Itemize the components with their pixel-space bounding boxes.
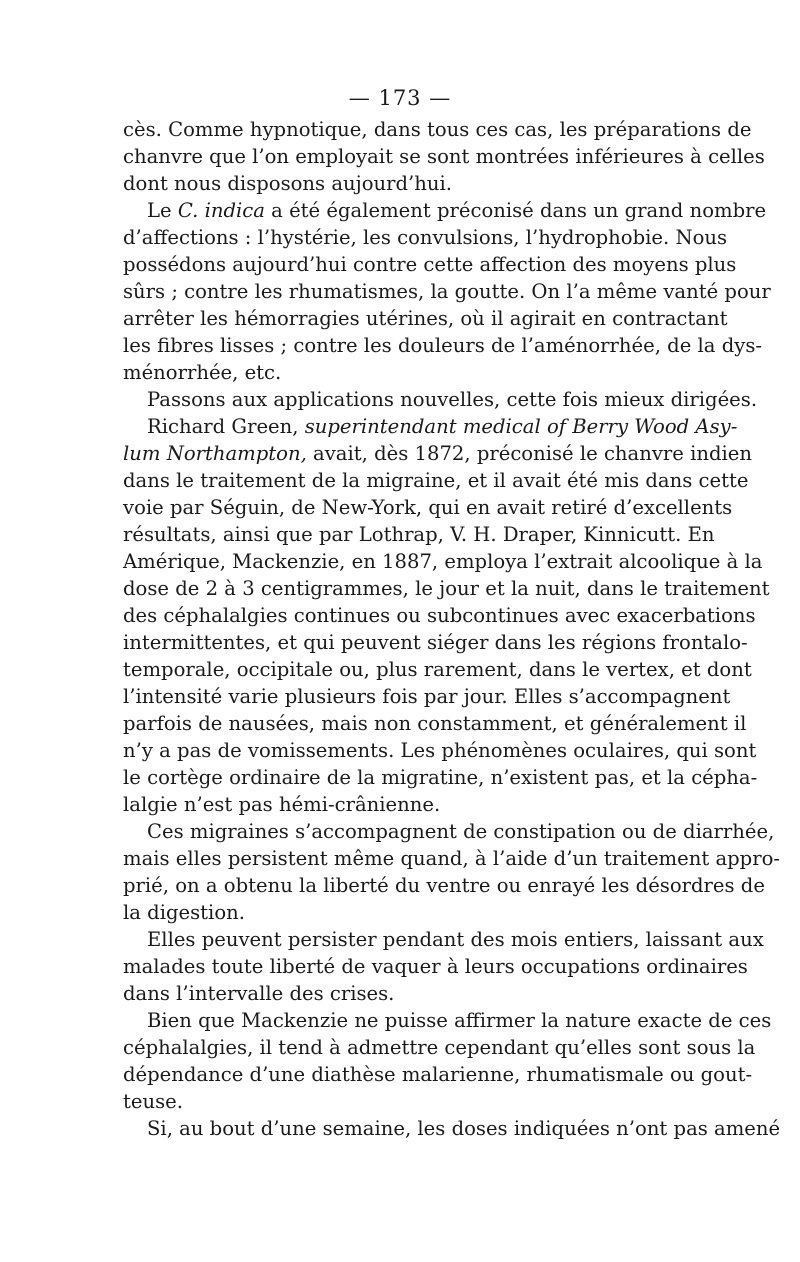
- page-number: — 173 —: [348, 86, 452, 110]
- text-line: lalgie n’est pas hémi-crânienne.: [123, 793, 441, 816]
- text-line: dépendance d’une diathèse malarienne, rhumatismale ou gout-: [123, 1063, 753, 1086]
- text-line: cès. Comme hypnotique, dans tous ces cas, les préparations de: [123, 118, 752, 141]
- body-text: [123, 116, 781, 1142]
- text-line: dose de 2 à 3 centigrammes, le jour et la nuit, dans le traitement: [123, 577, 770, 600]
- text-line: Bien que Mackenzie ne puisse affirmer la nature exacte de ces: [147, 1009, 772, 1032]
- text-line: chanvre que l’on employait se sont montrées inférieures à celles: [123, 145, 765, 168]
- text-fragment: Le: [147, 199, 178, 222]
- italic-title: lum Northampton,: [123, 442, 307, 465]
- text-line: voie par Séguin, de New-York, qui en avait retiré d’excellents: [123, 496, 733, 519]
- text-line: prié, on a obtenu la liberté du ventre ou enrayé les désordres de: [123, 874, 765, 897]
- text-line: le cortège ordinaire de la migratine, n’existent pas, et la cépha-: [123, 766, 758, 789]
- text-line: dans l’intervalle des crises.: [123, 982, 395, 1005]
- text-line: parfois de nausées, mais non constamment, et généralement il: [123, 712, 747, 735]
- italic-term: C. indica: [177, 199, 265, 222]
- text-line: céphalalgies, il tend à admettre cependant qu’elles sont sous la: [123, 1036, 756, 1059]
- text-line: temporale, occipitale ou, plus rarement, dans le vertex, et dont: [123, 658, 752, 681]
- text-line: ménorrhée, etc.: [123, 361, 282, 384]
- text-line: la digestion.: [123, 901, 245, 924]
- text-fragment: a été également préconisé dans un grand nombre: [264, 199, 767, 222]
- text-line: dont nous disposons aujourd’hui.: [123, 172, 452, 195]
- text-line: Amérique, Mackenzie, en 1887, employa l’extrait alcoolique à la: [123, 550, 763, 573]
- text-line: malades toute liberté de vaquer à leurs occupations ordinaires: [123, 955, 748, 978]
- text-line: d’affections : l’hystérie, les convulsions, l’hydrophobie. Nous: [123, 226, 728, 249]
- text-line: intermittentes, et qui peuvent siéger dans les régions frontalo-: [123, 631, 748, 654]
- text-line: n’y a pas de vomissements. Les phénomènes oculaires, qui sont: [123, 739, 757, 762]
- text-line: résultats, ainsi que par Lothrap, V. H. Draper, Kinnicutt. En: [123, 523, 715, 546]
- text-line: teuse.: [123, 1090, 183, 1113]
- text-line: [123, 197, 767, 224]
- text-line: Si, au bout d’une semaine, les doses indiquées n’ont pas amené: [147, 1117, 781, 1140]
- text-line: Ces migraines s’accompagnent de constipation ou de diarrhée,: [147, 820, 775, 843]
- italic-title: superintendant medical of Berry Wood Asy-: [304, 415, 738, 438]
- text-line: Elles peuvent persister pendant des mois entiers, laissant aux: [147, 928, 764, 951]
- text-line: les fibres lisses ; contre les douleurs de l’aménorrhée, de la dys-: [123, 334, 763, 357]
- text-fragment: Richard Green,: [147, 415, 305, 438]
- text-line: [123, 440, 753, 467]
- text-line: Passons aux applications nouvelles, cette fois mieux dirigées.: [147, 388, 758, 411]
- text-fragment: avait, dès 1872, préconisé le chanvre indien: [306, 442, 753, 465]
- text-line: sûrs ; contre les rhumatismes, la goutte. On l’a même vanté pour: [123, 280, 771, 303]
- text-line: dans le traitement de la migraine, et il avait été mis dans cette: [123, 469, 749, 492]
- text-line: mais elles persistent même quand, à l’aide d’un traitement appro-: [123, 847, 780, 870]
- text-line: des céphalalgies continues ou subcontinues avec exacerbations: [123, 604, 756, 627]
- text-line: arrêter les hémorragies utérines, où il agirait en contractant: [123, 307, 728, 330]
- text-line: [123, 413, 738, 440]
- text-line: possédons aujourd’hui contre cette affection des moyens plus: [123, 253, 737, 276]
- text-line: l’intensité varie plusieurs fois par jour. Elles s’accompagnent: [123, 685, 731, 708]
